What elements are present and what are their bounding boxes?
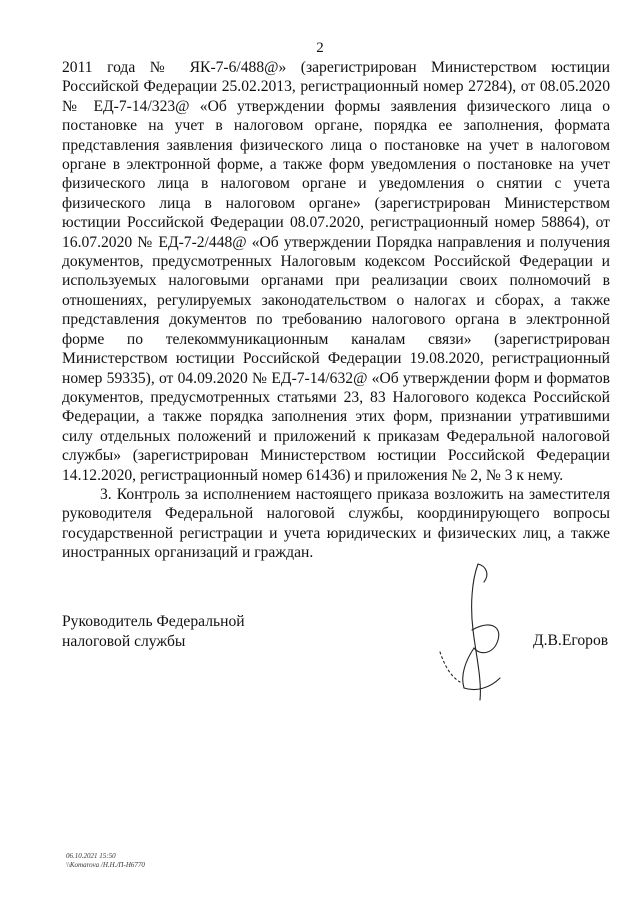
footer-author-reference: \\Komarova /Н.Н./П-Н6770 bbox=[66, 861, 145, 869]
page-number: 2 bbox=[316, 40, 324, 56]
signatory-title-line-2: налоговой службы bbox=[62, 633, 186, 650]
paragraph-control-clause: 3. Контроль за исполнением настоящего приказа возложить на заместителя руководителя Федеральной налоговой службы, координирующего вопросы государственной регистрации и учета юридических и физических лиц, а также иностранных организаций и граждан. bbox=[62, 485, 610, 562]
signatory-title-line-1: Руководитель Федеральной bbox=[62, 613, 245, 630]
handwritten-signature bbox=[420, 560, 530, 710]
paragraph-continuation: 2011 года № ЯК-7-6/488@» (зарегистрирован Министерством юстиции Российской Федерации 25.02.2013, регистрационный номер 27284), от 08.05.2020 № ЕД-7-14/323@ «Об утверждении формы заявления физического лица о постановке на учет в налоговом органе, порядка ее заполнения, формата представления заявления физического лица о постановке на учет в налоговом органе в электронной форме, а также форм уведомления о постановке на учет физического лица в налоговом органе и уведомления о снятии с учета физического лица в налоговом органе» (зарегистрирован Министерством юстиции Российской Федерации 08.07.2020, регистрационный номер 58864), от 16.07.2020 № ЕД-7-2/448@ «Об утверждении Порядка направления и получения документов, предусмотренных Налоговым кодексом Российской Федерации и используемых налоговыми органами при реализации своих полномочий в отношениях, регулируемых законодательством о налогах и сборах, а также представления документов по требованию налогового органа в электронной форме по телекоммуникационным каналам связи» (зарегистрирован Министерством юстиции Российской Федерации 19.08.2020, регистрационный номер 59335), от 04.09.2020 № ЕД-7-14/632@ «Об утверждении форм и форматов документов, предусмотренных статьями 23, 83 Налогового кодекса Российской Федерации, а также порядка заполнения этих форм, признании утратившими силу отдельных положений и приложений к приказам Федеральной налоговой службы» (зарегистрирован Министерством юстиции Российской Федерации 14.12.2020, регистрационный номер 61436) и приложения № 2, № 3 к нему. bbox=[62, 59, 610, 484]
signatory-title bbox=[62, 612, 245, 652]
document-body bbox=[62, 58, 610, 563]
signatory-name: Д.В.Егоров bbox=[533, 632, 609, 649]
document-footer bbox=[66, 852, 145, 870]
footer-timestamp: 06.10.2021 15:50 bbox=[66, 852, 116, 860]
